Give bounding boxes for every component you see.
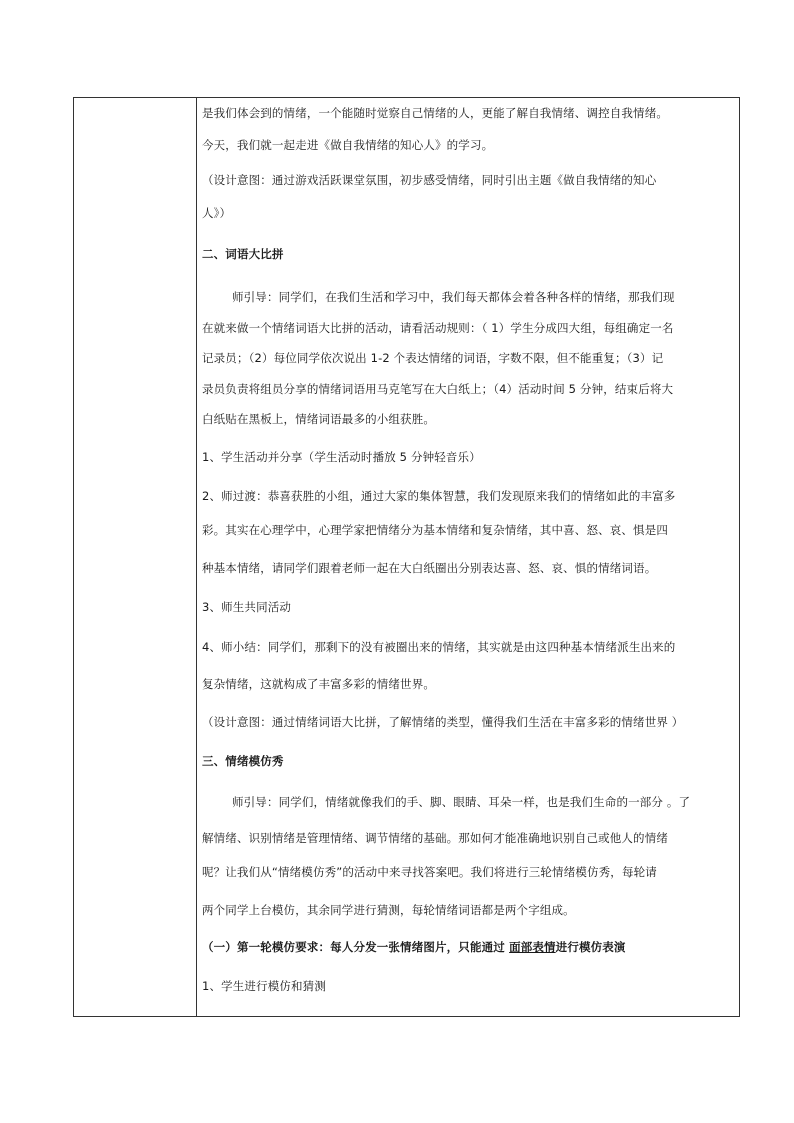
round-one-requirement <box>202 939 734 955</box>
table-left-column <box>74 98 197 1016</box>
section-heading-word-contest: 二、词语大比拼 <box>202 247 284 261</box>
text-line: 呢？让我们从“情绪模仿秀”的活动中来寻找答案吧。我们将进行三轮情绪模仿秀，每轮请 <box>202 865 657 879</box>
text-line: 录员负责将组员分享的情绪词语用马克笔写在大白纸上；（4）活动时间 5 分钟，结束后将大 <box>202 382 674 396</box>
round-one-emphasis: 面部表情 <box>509 940 556 954</box>
table-content-cell <box>202 98 734 1016</box>
text-line: 种基本情绪，请同学们跟着老师一起在大白纸圈出分别表达喜、怒、哀、惧的情绪词语。 <box>202 561 657 575</box>
section-heading-emotion-imitation: 三、情绪模仿秀 <box>202 754 284 768</box>
text-line: 师引导：同学们，在我们生活和学习中，我们每天都体会着各种各样的情绪，那我们现 <box>232 290 675 304</box>
round-one-text-end: 进行模仿表演 <box>555 940 626 954</box>
lesson-table <box>73 97 740 1017</box>
round-one-text: （一）第一轮模仿要求：每人分发一张情绪图片，只能通过 <box>202 940 510 954</box>
text-line: 3、师生共同活动 <box>202 600 292 614</box>
text-line: 人》） <box>202 206 232 220</box>
text-line: 1、学生活动并分享（学生活动时播放 5 分钟轻音乐） <box>202 450 481 464</box>
text-line: 2、师过渡：恭喜获胜的小组，通过大家的集体智慧，我们发现原来我们的情绪如此的丰富多 <box>202 489 676 503</box>
text-line: 白纸贴在黑板上，情绪词语最多的小组获胜。 <box>202 412 435 426</box>
text-line: 彩。其实在心理学中，心理学家把情绪分为基本情绪和复杂情绪，其中喜、怒、哀、惧是四 <box>202 523 668 537</box>
text-line: 在就来做一个情绪词语大比拼的活动，请看活动规则：（ 1）学生分成四大组，每组确定一名 <box>202 321 674 335</box>
text-line: 是我们体会到的情绪，一个能随时觉察自己情绪的人，更能了解自我情绪、调控自我情绪。 <box>202 106 668 120</box>
text-line: 今天，我们就一起走进《做自我情绪的知心人》的学习。 <box>202 138 494 152</box>
text-line: 4、师小结：同学们，那剩下的没有被圈出来的情绪，其实就是由这四种基本情绪派生出来的 <box>202 640 676 654</box>
design-intent-note: （设计意图：通过情绪词语大比拼，了解情绪的类型，懂得我们生活在丰富多彩的情绪世界 ） <box>202 715 684 729</box>
text-line: 师引导：同学们，情绪就像我们的手、脚、眼睛、耳朵一样，也是我们生命的一部分 。了 <box>232 795 691 809</box>
text-line: 复杂情绪，这就构成了丰富多彩的情绪世界。 <box>202 677 435 691</box>
text-line: 记录员；（2）每位同学依次说出 1-2 个表达情绪的词语，字数不限，但不能重复；（3）记 <box>202 351 664 365</box>
text-line: 解情绪、识别情绪是管理情绪、调节情绪的基础。那如何才能准确地识别自己或他人的情绪 <box>202 831 668 845</box>
design-intent-note: （设计意图：通过游戏活跃课堂氛围，初步感受情绪，同时引出主题《做自我情绪的知心 <box>202 173 657 187</box>
text-line: 两个同学上台模仿，其余同学进行猜测，每轮情绪词语都是两个字组成。 <box>202 903 575 917</box>
text-line: 1、学生进行模仿和猜测 <box>202 979 326 993</box>
